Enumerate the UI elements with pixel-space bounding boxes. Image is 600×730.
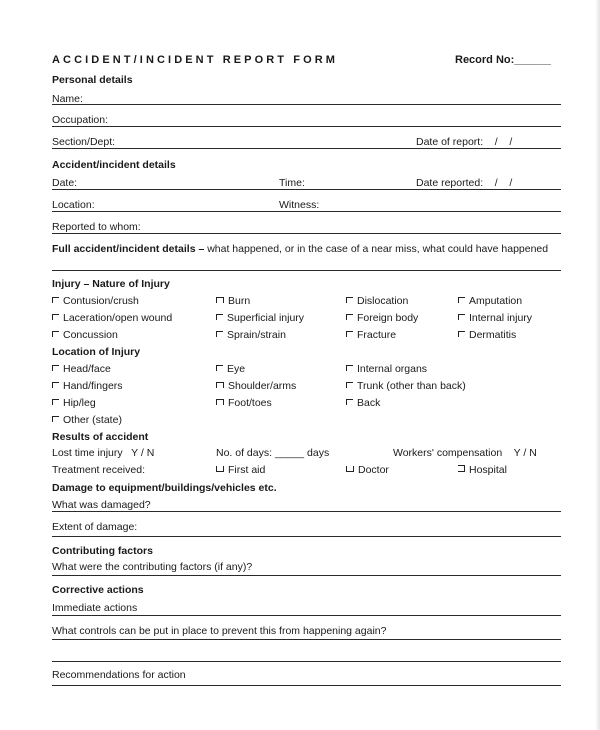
recommendations-line[interactable] bbox=[52, 685, 561, 686]
record-number[interactable]: Record No:______ bbox=[455, 54, 551, 66]
checkbox-icon[interactable] bbox=[52, 297, 59, 303]
full-details-bold: Full accident/incident details – bbox=[52, 243, 205, 255]
checkbox-icon[interactable] bbox=[346, 399, 353, 405]
what-damaged-line[interactable] bbox=[52, 511, 561, 512]
location-label: Location: bbox=[52, 199, 95, 211]
controls-line-2[interactable] bbox=[52, 661, 561, 662]
checkbox-icon[interactable] bbox=[346, 382, 353, 388]
no-of-days-label: No. of days: _____ days bbox=[216, 447, 330, 459]
section-dept-line[interactable] bbox=[52, 148, 561, 149]
injury-heading: Injury – Nature of Injury bbox=[52, 278, 170, 290]
location-line[interactable] bbox=[52, 211, 561, 212]
checkbox-icon[interactable] bbox=[346, 466, 354, 472]
date-label: Date: bbox=[52, 177, 78, 189]
checkbox-hand-fingers[interactable]: Hand/fingers bbox=[52, 380, 123, 392]
occupation-label: Occupation: bbox=[52, 114, 109, 126]
checkbox-other[interactable]: Other (state) bbox=[52, 414, 122, 426]
checkbox-fracture[interactable]: Fracture bbox=[346, 329, 396, 341]
checkbox-icon[interactable] bbox=[216, 466, 224, 472]
checkbox-icon[interactable] bbox=[216, 314, 223, 320]
checkbox-icon[interactable] bbox=[52, 314, 59, 320]
form-title: ACCIDENT/INCIDENT REPORT FORM bbox=[52, 54, 339, 66]
checkbox-back[interactable]: Back bbox=[346, 397, 380, 409]
checkbox-icon[interactable] bbox=[458, 297, 465, 303]
checkbox-icon[interactable] bbox=[52, 399, 59, 405]
checkbox-sprain[interactable]: Sprain/strain bbox=[216, 329, 286, 341]
contributing-question: What were the contributing factors (if any)? bbox=[52, 561, 253, 573]
section-dept-label: Section/Dept: bbox=[52, 136, 116, 148]
recommendations-label: Recommendations for action bbox=[52, 669, 186, 681]
immediate-actions-label: Immediate actions bbox=[52, 602, 138, 614]
checkbox-icon[interactable] bbox=[216, 399, 224, 405]
date-line[interactable] bbox=[52, 189, 561, 190]
time-label: Time: bbox=[279, 177, 305, 189]
immediate-actions-line[interactable] bbox=[52, 615, 561, 616]
checkbox-icon[interactable] bbox=[52, 382, 59, 388]
corrective-heading: Corrective actions bbox=[52, 584, 144, 596]
full-details-line[interactable] bbox=[52, 270, 561, 271]
checkbox-foot-toes[interactable]: Foot/toes bbox=[216, 397, 272, 409]
checkbox-superficial[interactable]: Superficial injury bbox=[216, 312, 304, 324]
location-injury-heading: Location of Injury bbox=[52, 346, 141, 358]
contributing-heading: Contributing factors bbox=[52, 545, 153, 557]
checkbox-icon[interactable] bbox=[216, 382, 224, 388]
workers-comp-label: Workers' compensation Y / N bbox=[393, 447, 537, 459]
checkbox-icon[interactable] bbox=[458, 331, 465, 337]
lost-time-label: Lost time injury Y / N bbox=[52, 447, 155, 459]
contributing-line[interactable] bbox=[52, 575, 561, 576]
checkbox-head-face[interactable]: Head/face bbox=[52, 363, 111, 375]
extent-damage-line[interactable] bbox=[52, 536, 561, 537]
full-details-label bbox=[52, 243, 548, 255]
checkbox-amputation[interactable]: Amputation bbox=[458, 295, 522, 307]
checkbox-internal-organs[interactable]: Internal organs bbox=[346, 363, 427, 375]
checkbox-icon[interactable] bbox=[346, 297, 353, 303]
what-damaged-label: What was damaged? bbox=[52, 499, 151, 511]
damage-heading: Damage to equipment/buildings/vehicles etc. bbox=[52, 482, 277, 494]
checkbox-icon[interactable] bbox=[52, 365, 59, 371]
checkbox-concussion[interactable]: Concussion bbox=[52, 329, 118, 341]
checkbox-dermatitis[interactable]: Dermatitis bbox=[458, 329, 516, 341]
reported-to-line[interactable] bbox=[52, 233, 561, 234]
checkbox-shoulder-arms[interactable]: Shoulder/arms bbox=[216, 380, 296, 392]
name-line[interactable] bbox=[52, 104, 561, 105]
checkbox-laceration[interactable]: Laceration/open wound bbox=[52, 312, 172, 324]
occupation-line[interactable] bbox=[52, 126, 561, 127]
incident-details-heading: Accident/incident details bbox=[52, 159, 176, 171]
checkbox-icon[interactable] bbox=[216, 365, 223, 371]
checkbox-icon[interactable] bbox=[216, 331, 223, 337]
checkbox-icon[interactable] bbox=[216, 297, 224, 303]
checkbox-icon[interactable] bbox=[346, 365, 353, 371]
witness-label: Witness: bbox=[279, 199, 320, 211]
checkbox-icon[interactable] bbox=[52, 331, 59, 337]
checkbox-trunk[interactable]: Trunk (other than back) bbox=[346, 380, 466, 392]
reported-to-label: Reported to whom: bbox=[52, 221, 141, 233]
checkbox-contusion[interactable]: Contusion/crush bbox=[52, 295, 139, 307]
checkbox-icon[interactable] bbox=[346, 314, 353, 320]
date-reported-label: Date reported: / / bbox=[416, 177, 513, 189]
treatment-label: Treatment received: bbox=[52, 464, 145, 476]
results-heading: Results of accident bbox=[52, 431, 149, 443]
checkbox-icon[interactable] bbox=[52, 416, 59, 422]
checkbox-icon[interactable] bbox=[458, 465, 465, 472]
name-label: Name: bbox=[52, 93, 83, 105]
checkbox-internal-injury[interactable]: Internal injury bbox=[458, 312, 532, 324]
checkbox-first-aid[interactable]: First aid bbox=[216, 464, 265, 476]
checkbox-burn[interactable]: Burn bbox=[216, 295, 250, 307]
checkbox-doctor[interactable]: Doctor bbox=[346, 464, 389, 476]
checkbox-foreign-body[interactable]: Foreign body bbox=[346, 312, 418, 324]
extent-damage-label: Extent of damage: bbox=[52, 521, 138, 533]
personal-details-heading: Personal details bbox=[52, 74, 133, 86]
checkbox-icon[interactable] bbox=[346, 331, 353, 337]
page-edge-shadow bbox=[595, 0, 600, 730]
checkbox-eye[interactable]: Eye bbox=[216, 363, 245, 375]
date-of-report-label: Date of report: / / bbox=[416, 136, 513, 148]
checkbox-icon[interactable] bbox=[458, 314, 465, 320]
checkbox-hip-leg[interactable]: Hip/leg bbox=[52, 397, 96, 409]
controls-question: What controls can be put in place to prevent this from happening again? bbox=[52, 625, 387, 637]
full-details-text: what happened, or in the case of a near miss, what could have happened bbox=[204, 243, 549, 255]
controls-line-1[interactable] bbox=[52, 639, 561, 640]
checkbox-hospital[interactable]: Hospital bbox=[458, 464, 507, 476]
checkbox-dislocation[interactable]: Dislocation bbox=[346, 295, 408, 307]
